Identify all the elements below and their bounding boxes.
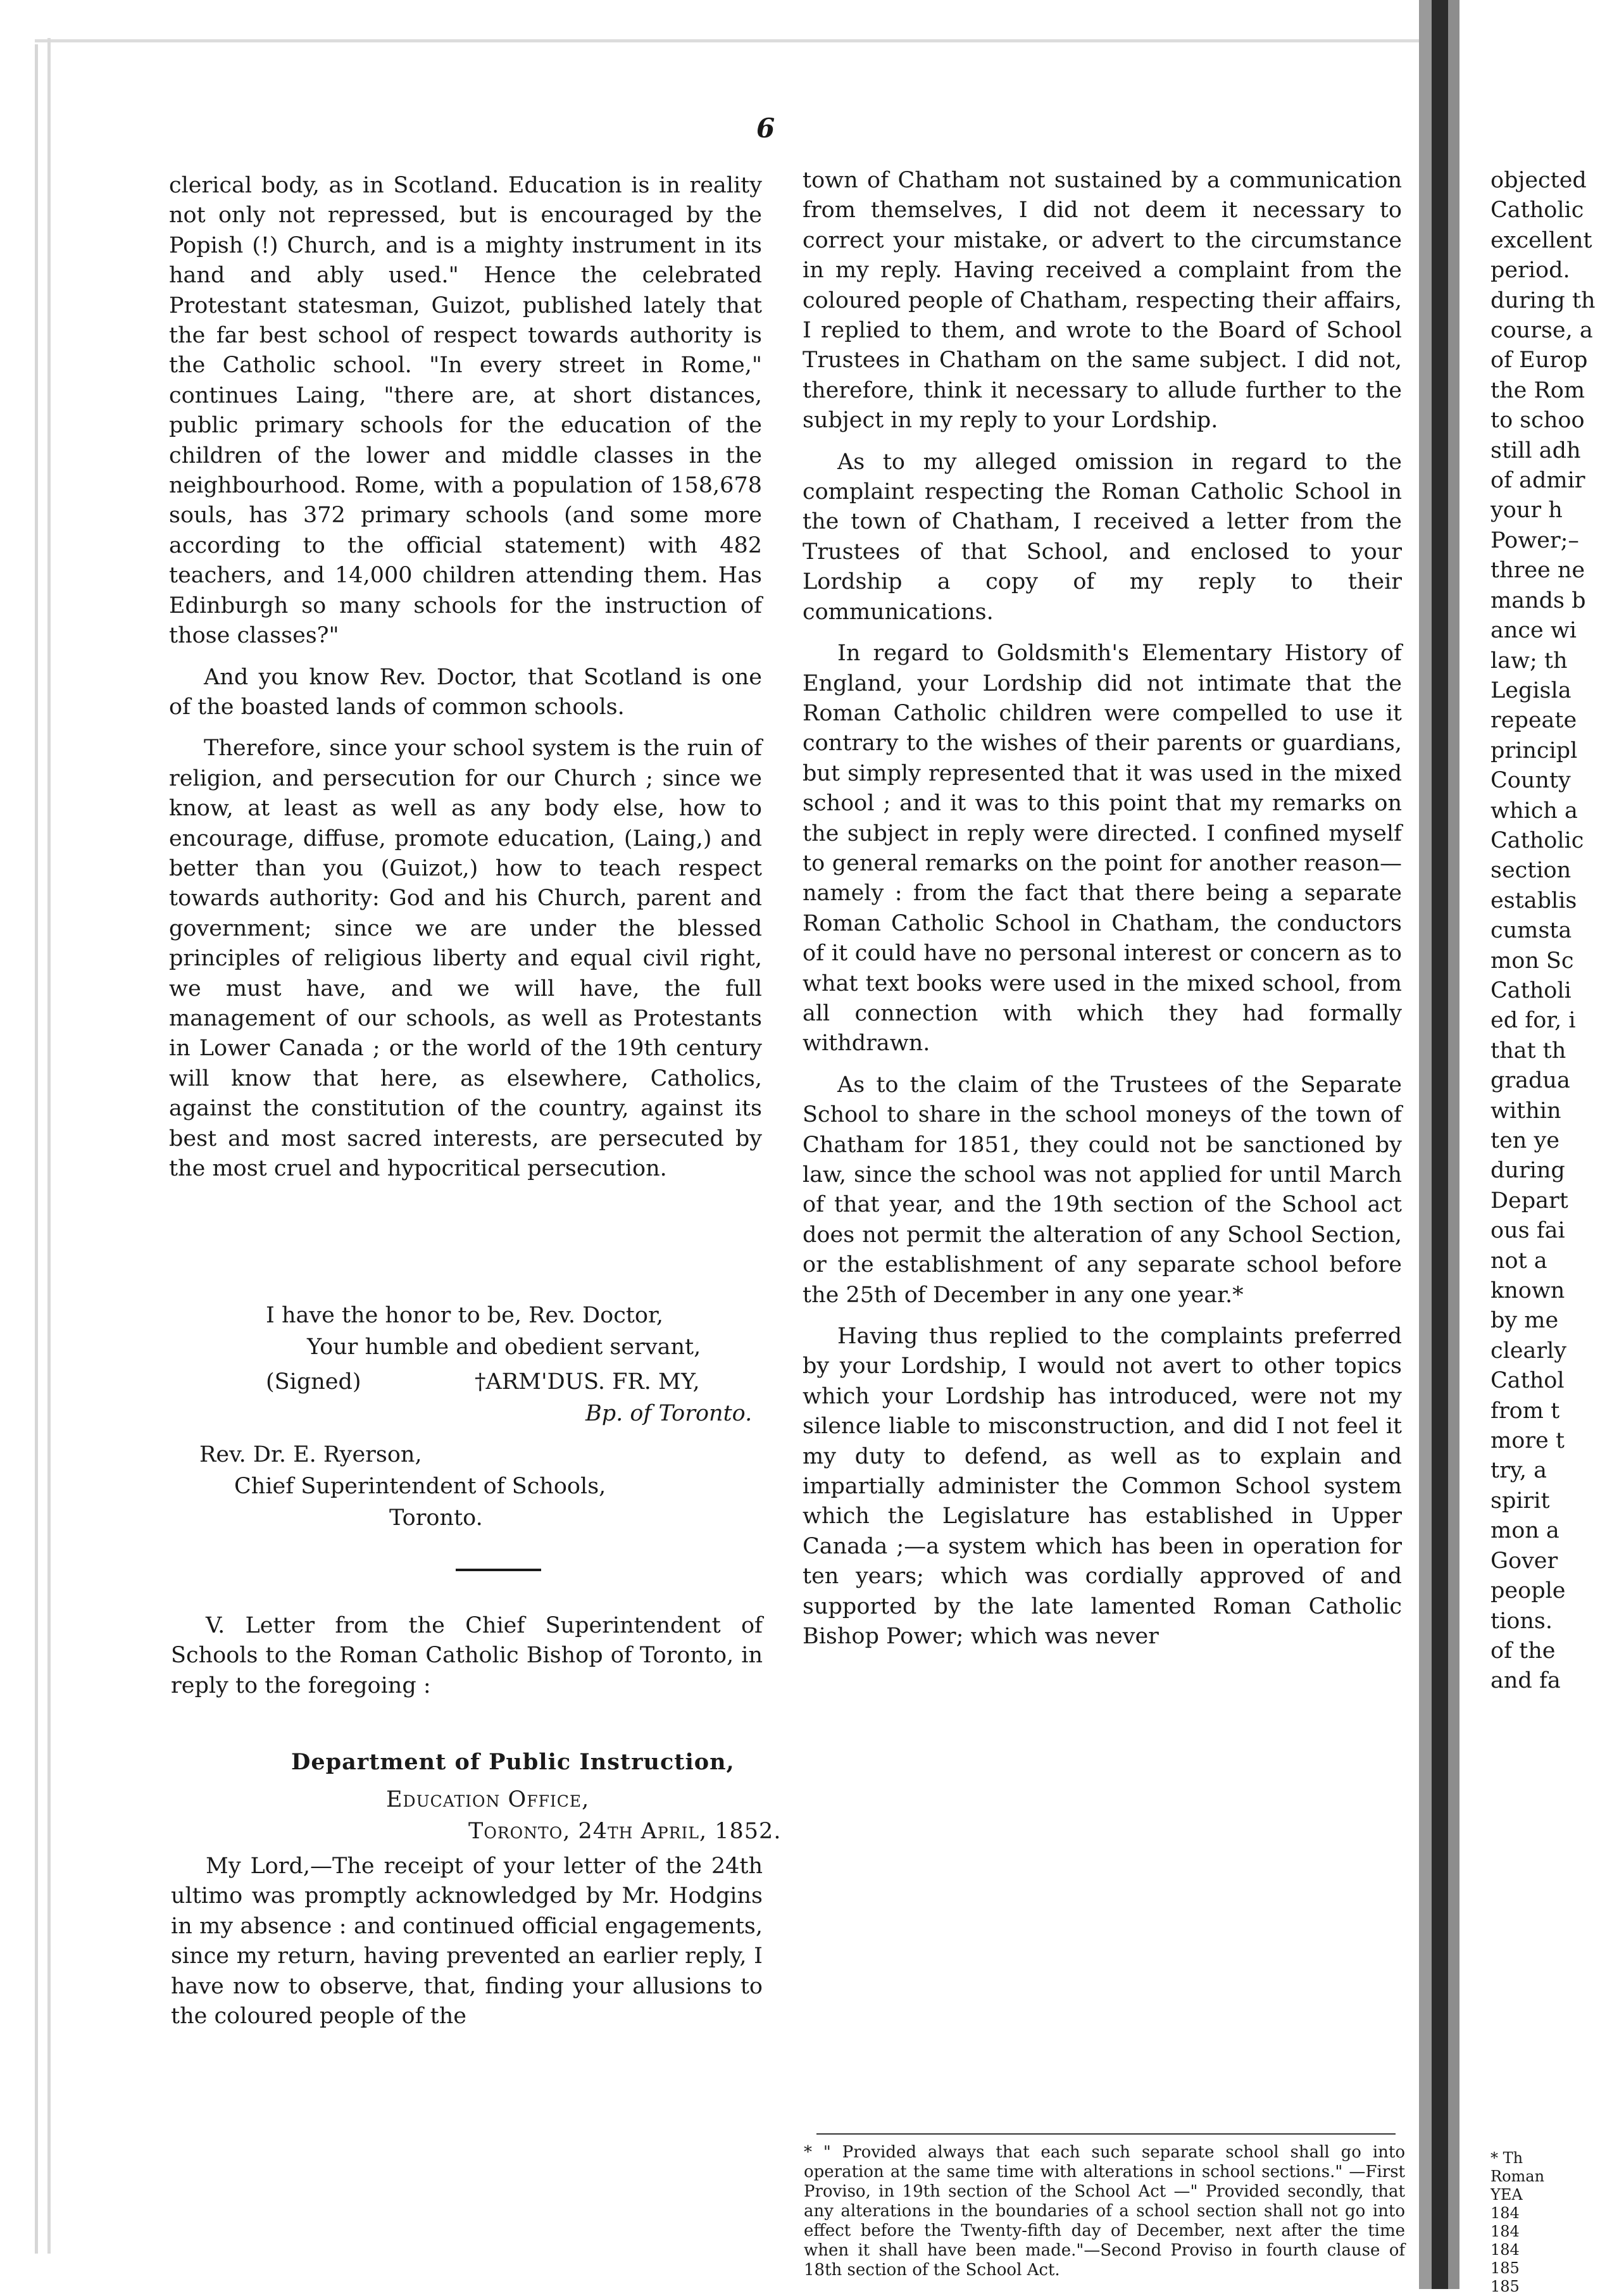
- page-number: 6: [756, 113, 775, 144]
- paragraph: As to the claim of the Trustees of the Separate School to share in the school moneys of the town of Chatham for 1851, they could not be sanctioned by law, since the school was not applied for until March of that year, and the 19th section of the School act does not permit the alteration of any School Section, or the establishment of any separate school before the 25th of December in any one year.*: [803, 1072, 1402, 1308]
- cropped-footnote-line: 185: [1491, 2278, 1520, 2295]
- footnote-rule: [816, 2133, 1396, 2135]
- cropped-line: ance wi: [1491, 618, 1577, 644]
- cropped-line: ous fai: [1491, 1218, 1565, 1244]
- cropped-line: still adh: [1491, 437, 1581, 463]
- page-gutter-shadow: [1419, 0, 1432, 2289]
- cropped-line: to schoo: [1491, 408, 1585, 434]
- footnote-cropped: [1491, 2149, 1598, 2296]
- cropped-line: which a: [1491, 798, 1578, 824]
- column-left: [169, 171, 762, 1189]
- cropped-line: spirit: [1491, 1488, 1550, 1514]
- letter-heading-block: [171, 1611, 763, 1706]
- cropped-footnote-line: Roman: [1491, 2167, 1545, 2185]
- cropped-line: period.: [1491, 258, 1570, 284]
- cropped-line: people: [1491, 1578, 1566, 1604]
- paragraph: As to my alleged omission in regard to the complaint respecting the Roman Catholic School in the town of Chatham, I received a letter from the Trustees of that School, and enclosed to your Lordship a copy of my reply to their communications.: [803, 449, 1402, 625]
- cropped-line: ten ye: [1491, 1128, 1559, 1153]
- addressee-line: Chief Superintendent of Schools,: [234, 1474, 606, 1499]
- cropped-line: Legisla: [1491, 677, 1572, 703]
- signer-name: †ARM'DUS. FR. MY,: [475, 1369, 700, 1395]
- cropped-line: clearly: [1491, 1338, 1567, 1364]
- cropped-line: gradua: [1491, 1068, 1570, 1094]
- cropped-line: by me: [1491, 1308, 1559, 1334]
- date-line: Toronto, 24th April, 1852.: [468, 1819, 782, 1844]
- cropped-line: of admir: [1491, 468, 1585, 494]
- paragraph: And you know Rev. Doctor, that Scotland is one of the boasted lands of common schools.: [169, 664, 762, 720]
- cropped-line: section: [1491, 858, 1572, 884]
- cropped-line: cumsta: [1491, 918, 1572, 944]
- cropped-line: from t: [1491, 1398, 1560, 1424]
- department-heading: Department of Public Instruction,: [291, 1749, 735, 1775]
- cropped-line: mon Sc: [1491, 948, 1574, 974]
- cropped-line: objected: [1491, 168, 1587, 193]
- cropped-line: repeate: [1491, 708, 1577, 734]
- paragraph: Having thus replied to the complaints preferred by your Lordship, I would not avert to other topics which your Lordship has introduced, were not my silence liable to misconstruction, and did I not feel it my duty to defend, as well as to explain and impartially administer the Common School system which the Legislature has established in Upper Canada ;—a system which has been in operation for ten years; which was cordially approved of and supported by the late lamented Roman Catholic Bishop Power; which was never: [803, 1324, 1402, 1650]
- signer-title: Bp. of Toronto.: [585, 1401, 753, 1426]
- cropped-line: mands b: [1491, 587, 1586, 613]
- office-line: Education Office,: [386, 1787, 590, 1812]
- cropped-line: known: [1491, 1278, 1565, 1304]
- cropped-footnote-line: 184: [1491, 2204, 1520, 2222]
- cropped-line: and fa: [1491, 1668, 1561, 1694]
- cropped-line: within: [1491, 1098, 1561, 1124]
- cropped-line: Catholic: [1491, 198, 1584, 223]
- page-edge-left: [35, 44, 38, 2254]
- paragraph: My Lord,—The receipt of your letter of the 24th ultimo was promptly acknowledged by Mr. Hodgins in my absence : and continued official engagements, since my return, having prevented an earlier reply, I have now to observe, that, finding your allusions to the coloured people of the: [171, 1854, 763, 2029]
- cropped-line: excellent: [1491, 227, 1592, 253]
- cropped-line: your h: [1491, 498, 1563, 524]
- paragraph: clerical body, as in Scotland. Education is in reality not only not repressed, but is encouraged by the Popish (!) Church, and is a mighty instrument in its hand and ably used." Hence the celebrated Protestant statesman, Guizot, published lately that the far best school of respect towards authority is the Catholic school. "In every street in Rome," continues Laing, "there are, at short distances, public primary schools for the education of the children of the lower and middle classes in the neighbourhood. Rome, with a population of 158,678 souls, has 372 primary schools (and some more according to the official statement) with 482 teachers, and 14,000 children attending them. Has Edinburgh so many schools for the instruction of those classes?": [169, 173, 762, 649]
- cropped-line: mon a: [1491, 1518, 1559, 1544]
- cropped-line: during th: [1491, 287, 1596, 313]
- addressee-line: Toronto.: [389, 1505, 483, 1531]
- column-right-cropped: [1491, 166, 1600, 1697]
- cropped-line: Catholic: [1491, 827, 1584, 853]
- paragraph: Therefore, since your school system is the ruin of religion, and persecution for our Church ; since we know, at least as well as any body else, how to encourage, diffuse, promote education, (Laing,) and better than you (Guizot,) how to teach respect towards authority: God and his Church, parent and government; since we are under the blessed principles of religious liberty and equal civil right, we must have, and we will have, the full management of our schools, as well as Protestants in Lower Canada ; or the world of the 19th century will know that here, as elsewhere, Catholics, against the constitution of the country, against its best and most sacred interests, are persecuted by the most cruel and hypocritical persecution.: [169, 736, 762, 1181]
- cropped-line: that th: [1491, 1038, 1566, 1063]
- cropped-line: not a: [1491, 1248, 1547, 1274]
- cropped-line: Cathol: [1491, 1368, 1565, 1394]
- paragraph: town of Chatham not sustained by a communication from themselves, I did not deem it necessary to correct your mistake, or advert to the circumstance in my reply. Having received a complaint from the coloured people of Chatham, respecting their affairs, I replied to them, and wrote to the Board of School Trustees in Chatham on the same subject. I did not, therefore, think it necessary to allude further to the subject in my reply to your Lordship.: [803, 168, 1402, 434]
- cropped-line: Gover: [1491, 1548, 1558, 1574]
- cropped-line: principl: [1491, 737, 1578, 763]
- page-edge-left-inner: [47, 38, 51, 2254]
- cropped-line: course, a: [1491, 318, 1593, 344]
- letter-heading: V. Letter from the Chief Superintendent of Schools to the Roman Catholic Bishop of Toronto, in reply to the foregoing :: [171, 1613, 763, 1698]
- cropped-footnote-line: * Th: [1491, 2149, 1523, 2167]
- cropped-footnote-line: 184: [1491, 2241, 1520, 2259]
- cropped-line: three ne: [1491, 558, 1585, 584]
- cropped-line: Power;–: [1491, 527, 1579, 553]
- cropped-footnote-line: 184: [1491, 2223, 1520, 2240]
- cropped-line: the Rom: [1491, 377, 1585, 403]
- page-edge-top: [35, 39, 1421, 42]
- cropped-line: of the: [1491, 1638, 1556, 1664]
- cropped-line: Depart: [1491, 1188, 1568, 1214]
- section-divider: [456, 1569, 541, 1571]
- column-middle: [803, 166, 1402, 1657]
- paragraph: In regard to Goldsmith's Elementary History of England, your Lordship did not intimate that the Roman Catholic children were compelled to use it contrary to the wishes of their parents or guardians, but simply represented that it was used in the mixed school ; and it was to this point that my remarks on the subject in reply were directed. I confined myself to general remarks on the point for another reason—namely : from the fact that there being a separate Roman Catholic School in Chatham, the conductors of it could have no personal interest or concern as to what text books were used in the mixed school, from all connection with which they had formally withdrawn.: [803, 641, 1402, 1057]
- cropped-line: of Europ: [1491, 348, 1588, 373]
- page-gutter-shadow-right: [1448, 0, 1459, 2289]
- cropped-line: County: [1491, 768, 1571, 794]
- cropped-line: tions.: [1491, 1608, 1553, 1634]
- page-gutter: [1432, 0, 1448, 2289]
- footnote: * " Provided always that each such separate school shall go into operation at the same time with alterations in school sections." —First Proviso, in 19th section of the School Act —" Provided secondly, that any alterations in the boundaries of a school section shall not go into effect before the Twenty-fifth day of December, next after the time when it shall have been made."—Second Proviso in fourth clause of 18th section of the School Act.: [804, 2143, 1405, 2280]
- cropped-line: ed for, i: [1491, 1008, 1576, 1034]
- letter-body: [171, 1852, 763, 2036]
- cropped-line: establis: [1491, 888, 1577, 913]
- closing-line: I have the honor to be, Rev. Doctor,: [266, 1303, 663, 1328]
- cropped-footnote-line: 185: [1491, 2259, 1520, 2277]
- cropped-line: more t: [1491, 1428, 1565, 1454]
- closing-line: Your humble and obedient servant,: [307, 1334, 701, 1360]
- signed-label: (Signed): [266, 1369, 361, 1395]
- cropped-line: during: [1491, 1158, 1565, 1184]
- cropped-line: Catholi: [1491, 977, 1572, 1003]
- cropped-line: law; th: [1491, 648, 1568, 674]
- cropped-footnote-line: YEA: [1491, 2186, 1523, 2204]
- addressee-line: Rev. Dr. E. Ryerson,: [199, 1442, 422, 1467]
- cropped-line: try, a: [1491, 1458, 1547, 1484]
